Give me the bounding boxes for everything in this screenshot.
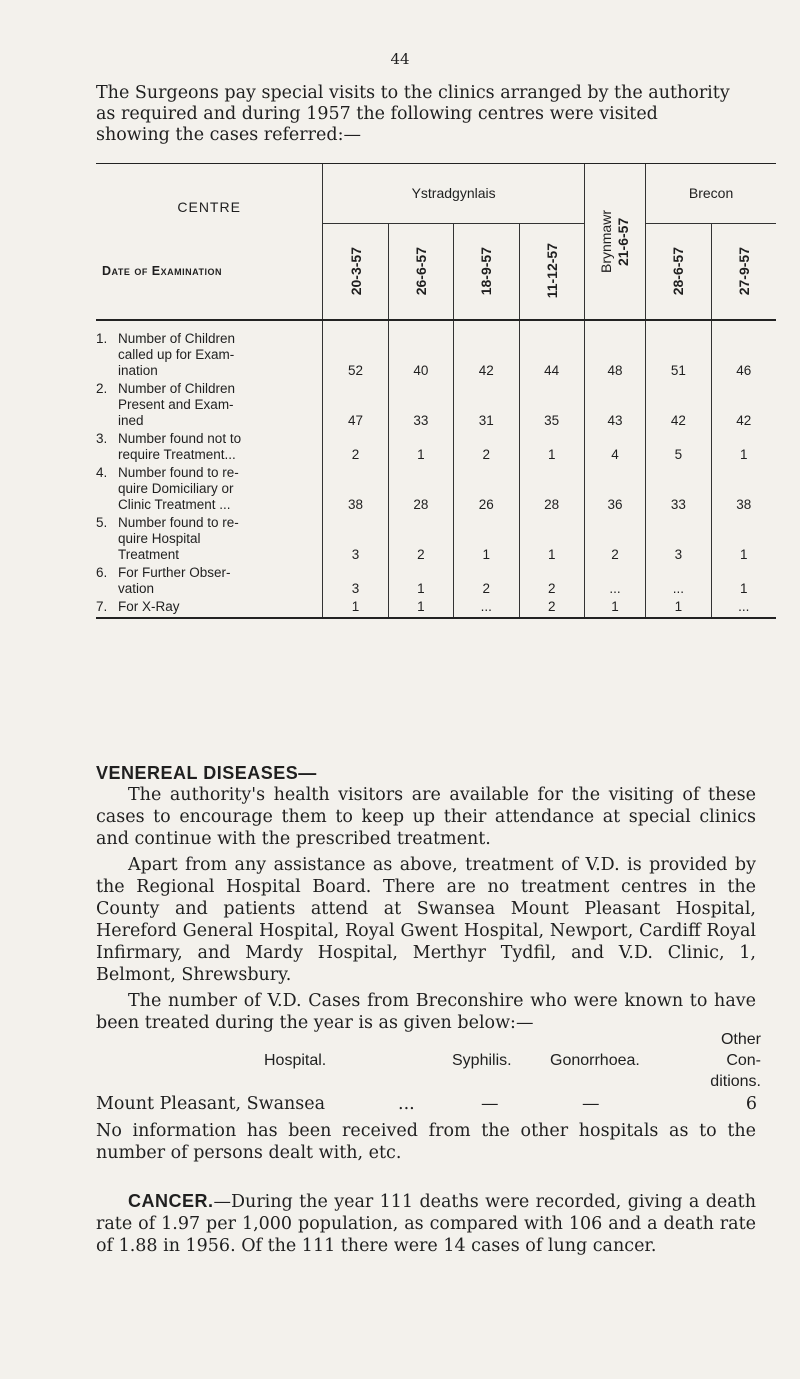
- vd-col-other-1: Other: [720, 1031, 761, 1048]
- row-label: 7. For X-Ray: [96, 599, 323, 618]
- table-cell: 3: [323, 515, 388, 565]
- table-cell: 1: [519, 431, 584, 465]
- vd-col-other-3: ditions.: [710, 1073, 761, 1090]
- venereal-para-1: The authority's health visitors are available for the visiting of these cases to encourage them to keep up their attendance at special clinics and continue with the prescribed treatment.: [96, 785, 756, 849]
- vd-note-section: [96, 1120, 756, 1164]
- date-col-2: 26-6-57: [412, 246, 429, 296]
- table-cell: 28: [388, 465, 453, 515]
- vd-col-gonorrhoea: Gonorrhoea.: [550, 1052, 640, 1069]
- table-cell: 2: [454, 565, 519, 599]
- table-cell: 2: [388, 515, 453, 565]
- cancer-text: —During the year 111 deaths were recorded, giving a death rate of 1.97 per 1,000 population, as compared with 106 and a death rate of 1.88 in 1956. Of the 111 there were 14 cases of lung cancer.: [96, 1192, 756, 1256]
- table-cell: ...: [646, 565, 711, 599]
- table-cell: 46: [736, 362, 752, 378]
- table-cell: 26: [454, 465, 519, 515]
- date-col-3-cell: [454, 223, 519, 320]
- group-brecon: Brecon: [646, 164, 776, 223]
- table-cell: 33: [388, 381, 453, 431]
- table-cell: 5: [646, 431, 711, 465]
- table-cell: 43: [584, 381, 645, 431]
- table-cell: 1: [454, 515, 519, 565]
- row-label: 4. Number found to re- quire Domiciliary or Clinic Treatment ...: [96, 465, 323, 515]
- table-cell: 44: [519, 320, 584, 381]
- date-col-2-cell: [388, 223, 453, 320]
- table-row: [96, 465, 776, 515]
- vd-row: [96, 1094, 761, 1116]
- table-cell: 28: [519, 465, 584, 515]
- venereal-para-2: Apart from any assistance as above, treatment of V.D. is provided by the Regional Hospital Board. There are no treatment centres in the County and patients attend at Swansea Mount Pleasant Hospital, Hereford General Hospital, Royal Gwent Hospital, Newport, Cardiff Royal Infirmary, and Mardy Hospital, Merthyr Tydfil, and V.D. Clinic, 1, Belmont, Shrewsbury.: [96, 855, 756, 985]
- clinic-visits-table: [96, 163, 776, 619]
- table-cell: 36: [584, 465, 645, 515]
- table-cell: 2: [519, 599, 584, 618]
- cancer-section: [96, 1190, 756, 1257]
- table-cell: 51: [646, 320, 711, 381]
- table-cell: 48: [584, 320, 645, 381]
- row-label: 6. For Further Obser- vation: [96, 565, 323, 599]
- vd-header: [96, 1028, 761, 1094]
- date-col-4-cell: [519, 223, 584, 320]
- table-cell: 42: [646, 381, 711, 431]
- table-cell: 38: [736, 496, 752, 512]
- vd-col-other-2: Con-: [726, 1052, 761, 1069]
- table-cell: 42: [454, 320, 519, 381]
- intro-paragraph: [96, 83, 736, 146]
- vd-row-other: 6: [745, 1094, 757, 1114]
- table-cell: 52: [323, 320, 388, 381]
- row-label: 5. Number found to re- quire Hospital Treatment: [96, 515, 323, 565]
- table-cell: ...: [711, 599, 776, 618]
- table-row: [96, 599, 776, 618]
- table-cell: 1: [388, 431, 453, 465]
- table-row: [96, 515, 776, 565]
- row-label: 3. Number found not to require Treatment...: [96, 431, 323, 465]
- date-of-examination-label: Date of Examination: [96, 223, 323, 320]
- venereal-para-4: No information has been received from the other hospitals as to the number of persons dealt with, etc.: [96, 1121, 756, 1163]
- table-cell: 1: [740, 446, 748, 462]
- table-cell: 2: [323, 431, 388, 465]
- venereal-para-3: The number of V.D. Cases from Breconshire who were known to have been treated during the year is as given below:—: [96, 991, 756, 1033]
- table-cell: 33: [646, 465, 711, 515]
- vd-col-syphilis: Syphilis.: [452, 1052, 512, 1069]
- date-col-1: 20-3-57: [347, 246, 364, 296]
- table-cell: 1: [323, 599, 388, 618]
- centre-header: CENTRE: [96, 164, 323, 223]
- vd-row-hospital: Mount Pleasant, Swansea: [96, 1094, 326, 1114]
- vd-row-gonorrhoea: —: [582, 1094, 600, 1114]
- table-row: [96, 320, 776, 381]
- table-cell: 3: [646, 515, 711, 565]
- venereal-heading: VENEREAL DISEASES—: [96, 763, 317, 783]
- table-row: [96, 431, 776, 465]
- table-cell: 3: [323, 565, 388, 599]
- table-cell: ...: [454, 599, 519, 618]
- group-brynmawr-cell: [584, 164, 645, 320]
- table-cell: 47: [323, 381, 388, 431]
- vd-row-syphilis: —: [481, 1094, 499, 1114]
- date-col-1-cell: [323, 223, 388, 320]
- table-cell: 2: [584, 515, 645, 565]
- table-cell: 1: [646, 599, 711, 618]
- page-number: 44: [390, 50, 410, 68]
- date-col-6-cell: [646, 223, 711, 320]
- table-cell: 31: [454, 381, 519, 431]
- row-label: 1. Number of Children called up for Exam- ination: [96, 320, 323, 381]
- vd-row-dots: ...: [398, 1094, 415, 1114]
- group-ystradgynlais: Ystradgynlais: [323, 164, 585, 223]
- date-col-6: 28-6-57: [670, 246, 687, 296]
- cancer-heading: CANCER.: [128, 1191, 214, 1211]
- date-col-4: 11-12-57: [543, 243, 560, 299]
- table-cell: 1: [388, 599, 453, 618]
- row-label: 2. Number of Children Present and Exam- ined: [96, 381, 323, 431]
- date-col-3: 18-9-57: [478, 246, 495, 296]
- table-cell: 1: [584, 599, 645, 618]
- table-cell: 42: [736, 412, 752, 428]
- intro-text: The Surgeons pay special visits to the clinics arranged by the authority as required and during 1957 the following centres were visited showing the cases referred:—: [96, 83, 730, 145]
- group-brynmawr: Brynmawr: [598, 209, 615, 273]
- table-cell: 1: [740, 580, 748, 596]
- table-cell: 4: [584, 431, 645, 465]
- table-cell: 38: [323, 465, 388, 515]
- table-cell: ...: [584, 565, 645, 599]
- date-col-5: 21-6-57: [615, 217, 632, 266]
- table-cell: 35: [519, 381, 584, 431]
- vd-col-hospital: Hospital.: [264, 1052, 327, 1069]
- table-row: [96, 381, 776, 431]
- table-cell: 1: [388, 565, 453, 599]
- table-cell: 2: [519, 565, 584, 599]
- table-cell: 1: [519, 515, 584, 565]
- date-col-7: 27-9-57: [735, 246, 752, 296]
- table-row: [96, 565, 776, 599]
- date-col-7-cell: [711, 223, 776, 320]
- vd-cases-table: [96, 1028, 761, 1116]
- venereal-section: [96, 762, 756, 1034]
- table-cell: 2: [454, 431, 519, 465]
- table-cell: 1: [740, 546, 748, 562]
- table-cell: 40: [388, 320, 453, 381]
